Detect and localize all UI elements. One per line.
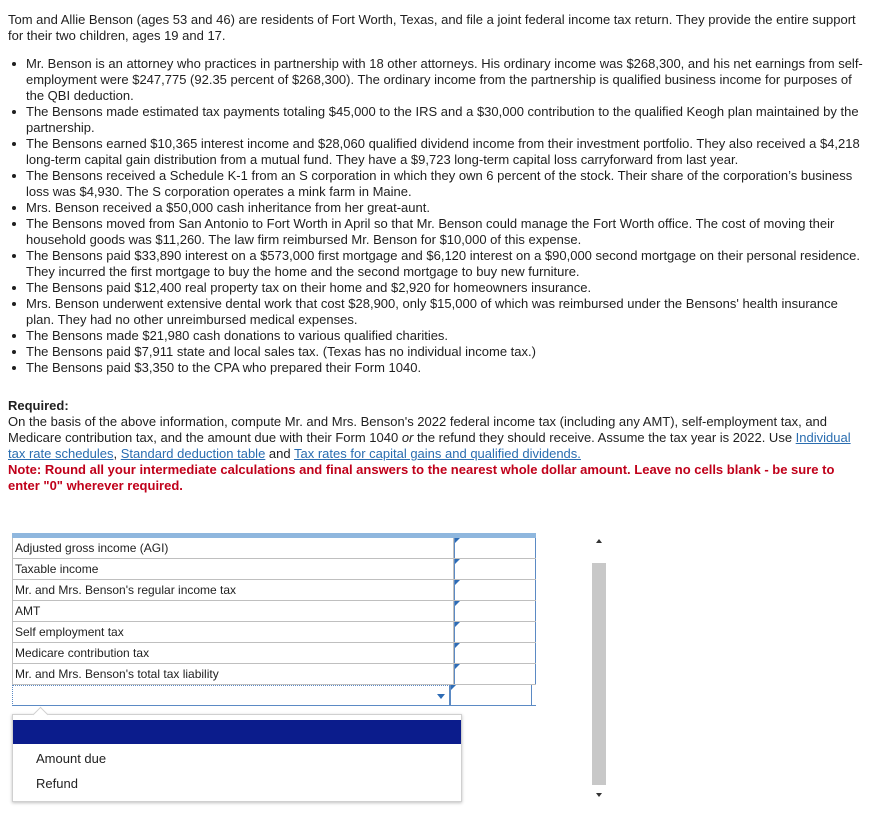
scroll-up-arrow-icon[interactable]: [596, 539, 602, 543]
fact-item: The Bensons received a Schedule K-1 from an S corporation in which they own 6 percent of the stock. Their share of the corporation’s business loss was $4,930. The S corporation operates a mink farm in Maine.: [26, 168, 866, 200]
row-label-taxable-income: Taxable income: [12, 559, 454, 579]
intro-paragraph: Tom and Allie Benson (ages 53 and 46) are residents of Fort Worth, Texas, and file a joint federal income tax return. They provide the entire support for their two children, ages 19 and 17.: [8, 12, 856, 43]
regular-tax-input[interactable]: [455, 580, 539, 602]
fact-item: The Bensons moved from San Antonio to Fort Worth in April so that Mr. Benson could manage the Fort Worth office. The cost of moving their household goods was $11,260. The law firm reimbursed Mr. Benson for $10,000 of this expense.: [26, 216, 866, 248]
agi-input-cell[interactable]: [454, 538, 536, 558]
scrollbar-thumb[interactable]: [592, 563, 606, 785]
fact-item: The Bensons earned $10,365 interest income and $28,060 qualified dividend income from their investment portfolio. They also received a $4,218 long-term capital gain distribution from a mutual fund. They have a $9,723 long-term capital loss carryforward from last year.: [26, 136, 866, 168]
table-row-due-or-refund: [12, 685, 536, 706]
fact-item: Mrs. Benson underwent extensive dental work that cost $28,900, only $15,000 of which was reimbursed under the Bensons' health insurance plan. They had no other unreimbursed medical expenses.: [26, 296, 866, 328]
dropdown-option-refund[interactable]: Refund: [36, 776, 78, 791]
amt-input-cell[interactable]: [454, 601, 536, 621]
row-label-total-tax: Mr. and Mrs. Benson's total tax liability: [12, 664, 454, 684]
self-employment-tax-input[interactable]: [455, 622, 539, 644]
table-row-agi: [12, 538, 536, 559]
row-label-amt: AMT: [12, 601, 454, 621]
vertical-scrollbar[interactable]: [592, 535, 606, 801]
row-label-medicare-tax: Medicare contribution tax: [12, 643, 454, 663]
dropdown-option-amount-due[interactable]: Amount due: [36, 751, 107, 766]
table-row-self-employment-tax: [12, 622, 536, 643]
total-tax-input[interactable]: [455, 664, 539, 686]
row-label-regular-tax: Mr. and Mrs. Benson's regular income tax: [12, 580, 454, 600]
individual-tax-rate-schedules-link[interactable]: Individual tax rate schedules: [8, 430, 851, 461]
row-label-self-employment-tax: Self employment tax: [12, 622, 454, 642]
fact-item: Mrs. Benson received a $50,000 cash inheritance from her great-aunt.: [26, 200, 866, 216]
answer-table: [12, 533, 536, 706]
table-row-taxable-income: [12, 559, 536, 580]
self-employment-tax-input-cell[interactable]: [454, 622, 536, 642]
fact-item: The Bensons paid $12,400 real property tax on their home and $2,920 for homeowners insurance.: [26, 280, 866, 296]
fact-item: Mr. Benson is an attorney who practices in partnership with 18 other attorneys. His ordinary income was $268,300, and his net earnings from self-employment were $247,775 (92.35 percent of $268,300). The ordinary income from the partnership is qualified business income for purposes of the QBI deduction.: [26, 56, 866, 104]
fact-item: The Bensons paid $3,350 to the CPA who prepared their Form 1040.: [26, 360, 866, 376]
required-text-2: the refund they should receive. Assume the tax year is 2022. Use: [413, 430, 796, 445]
row-label-agi: Adjusted gross income (AGI): [12, 538, 454, 558]
medicare-tax-input[interactable]: [455, 643, 539, 665]
rounding-note: Note: Round all your intermediate calculations and final answers to the nearest whole dollar amount. Leave no cells blank - be sure to enter "0" wherever required.: [8, 462, 835, 493]
required-heading: Required:: [8, 398, 69, 413]
separator-1: ,: [113, 446, 121, 461]
fact-item: The Bensons paid $7,911 state and local sales tax. (Texas has no individual income tax.): [26, 344, 866, 360]
fact-item: The Bensons made estimated tax payments totaling $45,000 to the IRS and a $30,000 contribution to the qualified Keogh plan maintained by the partnership.: [26, 104, 866, 136]
required-instructions: [8, 414, 866, 462]
due-or-refund-dropdown: [12, 714, 462, 802]
chevron-down-icon[interactable]: [437, 694, 445, 699]
amt-input[interactable]: [455, 601, 539, 623]
capital-gains-rates-link[interactable]: Tax rates for capital gains and qualified dividends.: [294, 446, 581, 461]
fact-item: The Bensons paid $33,890 interest on a $573,000 first mortgage and $6,120 interest on a $90,000 second mortgage on their personal residence. They incurred the first mortgage to buy the home and the second mortgage to buy new furniture.: [26, 248, 866, 280]
problem-content: [8, 12, 866, 494]
table-row-regular-tax: [12, 580, 536, 601]
required-text-or: or: [401, 430, 414, 445]
required-section: [8, 398, 866, 494]
scroll-down-arrow-icon[interactable]: [596, 793, 602, 797]
required-text-1: On the basis of the above information, compute Mr. and Mrs. Benson's 2022 federal income tax (including any AMT), self-employment tax, and Medicare contribution tax, and the amount due with their Form 1040: [8, 414, 828, 445]
taxable-income-input[interactable]: [455, 559, 539, 581]
due-or-refund-input-cell[interactable]: [450, 685, 532, 705]
due-or-refund-input[interactable]: [451, 685, 535, 707]
dropdown-option-blank[interactable]: [13, 720, 461, 744]
fact-item: The Bensons made $21,980 cash donations to various qualified charities.: [26, 328, 866, 344]
taxable-income-input-cell[interactable]: [454, 559, 536, 579]
agi-input[interactable]: [455, 538, 539, 560]
standard-deduction-table-link[interactable]: Standard deduction table: [120, 446, 266, 461]
table-row-medicare-tax: [12, 643, 536, 664]
medicare-tax-input-cell[interactable]: [454, 643, 536, 663]
regular-tax-input-cell[interactable]: [454, 580, 536, 600]
separator-2: and: [265, 446, 294, 461]
facts-list: [8, 56, 866, 376]
table-row-amt: [12, 601, 536, 622]
due-or-refund-select[interactable]: [12, 685, 450, 706]
total-tax-input-cell[interactable]: [454, 664, 536, 684]
table-row-total-tax: [12, 664, 536, 685]
